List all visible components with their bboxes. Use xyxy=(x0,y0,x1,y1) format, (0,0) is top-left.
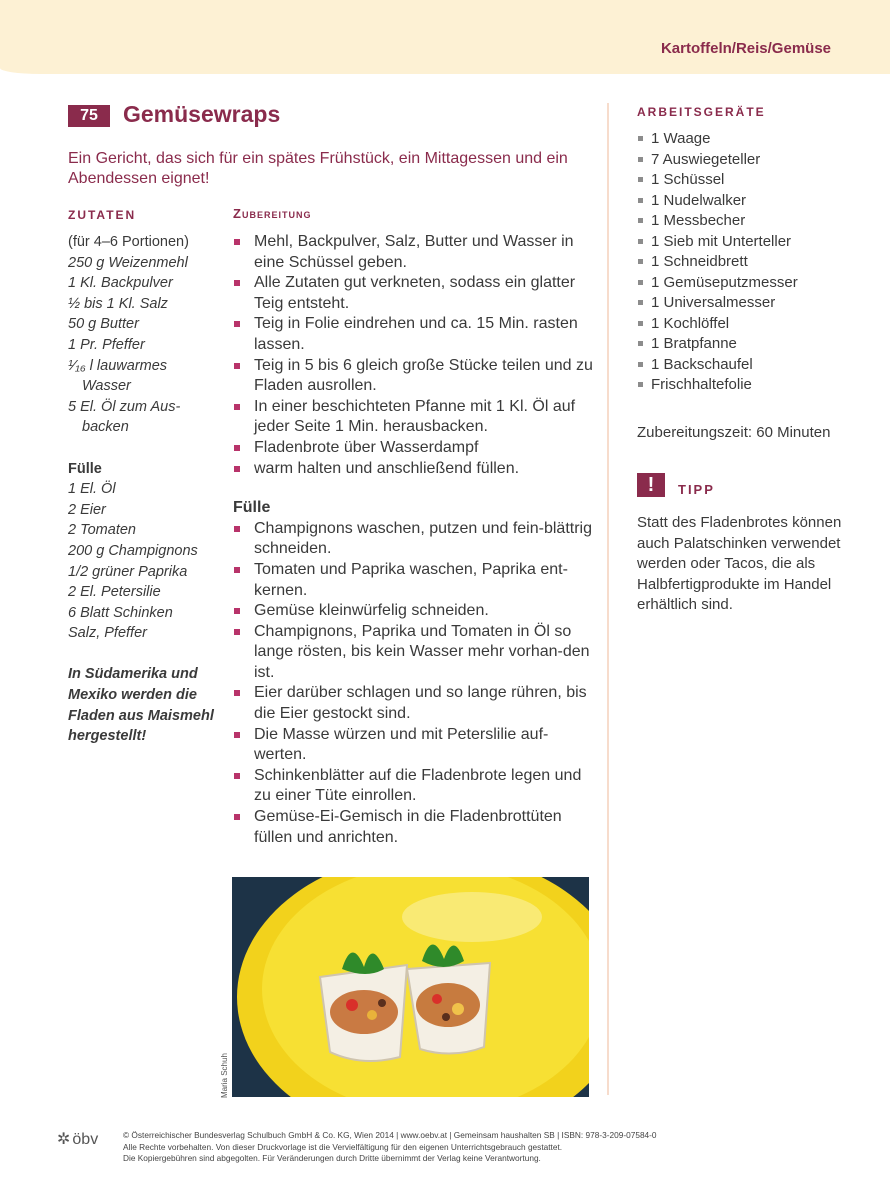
tool-item: 1 Bratpfanne xyxy=(637,334,798,355)
fuelle-steps-heading: Fülle xyxy=(233,499,271,517)
tool-item: 1 Kochlöffel xyxy=(637,314,798,335)
fuelle-item: 200 g Champignons xyxy=(68,542,198,559)
tools-heading: ARBEITSGERÄTE xyxy=(637,105,766,119)
note-line: In Südamerika und xyxy=(68,666,198,683)
fuelle-step: Die Masse würzen und mit Peterslilie auf-werten. xyxy=(233,725,598,766)
tool-item: 1 Backschaufel xyxy=(637,355,798,376)
ingredient-item: ½ bis 1 Kl. Salz xyxy=(68,295,168,312)
fuelle-heading: Fülle xyxy=(68,460,102,477)
recipe-number: 75 xyxy=(68,105,110,127)
fuelle-step: Gemüse kleinwürfelig schneiden. xyxy=(233,601,598,622)
fuelle-item: 1/2 grüner Paprika xyxy=(68,563,188,580)
tool-item: 1 Gemüseputzmesser xyxy=(637,273,798,294)
food-photo xyxy=(232,877,589,1097)
fuelle-item: 2 Tomaten xyxy=(68,522,136,539)
preparation-time: Zubereitungszeit: 60 Minuten xyxy=(637,424,831,441)
step-item: warm halten und anschließend füllen. xyxy=(233,459,598,480)
step-item: Teig in 5 bis 6 gleich große Stücke teilen und zu Fladen ausrollen. xyxy=(233,356,598,397)
ingredient-item: Wasser xyxy=(82,378,131,395)
wraps-illustration xyxy=(232,877,589,1097)
fuelle-step: Schinkenblätter auf die Fladenbrote legen und zu einer Tüte einrollen. xyxy=(233,766,598,807)
tool-item: 1 Nudelwalker xyxy=(637,191,798,212)
step-item: Teig in Folie eindrehen und ca. 15 Min. rasten lassen. xyxy=(233,314,598,355)
fuelle-step: Tomaten und Paprika waschen, Paprika ent-kernen. xyxy=(233,560,598,601)
fuelle-item: Salz, Pfeffer xyxy=(68,625,147,642)
note-line: hergestellt! xyxy=(68,728,147,745)
note-line: Mexiko werden die xyxy=(68,687,197,704)
ingredient-item: backen xyxy=(82,419,129,436)
ingredient-item: 50 g Butter xyxy=(68,316,139,333)
ingredients-list xyxy=(68,232,228,747)
step-item: Fladenbrote über Wasserdampf xyxy=(233,438,598,459)
exclamation-icon: ! xyxy=(637,473,665,497)
chapter-title: Kartoffeln/Reis/Gemüse xyxy=(660,40,831,57)
ingredient-item: ¹⁄₁₆ l lauwarmes xyxy=(68,357,168,374)
recipe-title: Gemüsewraps xyxy=(123,101,281,127)
fuelle-step: Gemüse-Ei-Gemisch in die Fladenbrottüten füllen und anrichten. xyxy=(233,807,598,848)
fuelle-item: 2 Eier xyxy=(68,501,106,518)
preparation-heading: Zubereitung xyxy=(233,206,312,221)
ingredients-heading: ZUTATEN xyxy=(68,208,137,222)
ingredient-item: 1 Pr. Pfeffer xyxy=(68,336,145,353)
preparation-steps xyxy=(233,232,598,848)
ingredient-item: 5 El. Öl zum Aus- xyxy=(68,398,181,415)
fuelle-item: 1 El. Öl xyxy=(68,481,116,498)
tool-item: Frischhaltefolie xyxy=(637,375,798,396)
fuelle-step: Eier darüber schlagen und so lange rühren, bis die Eier gestockt sind. xyxy=(233,683,598,724)
flower-icon: ✲ xyxy=(57,1131,71,1148)
fuelle-step: Champignons waschen, putzen und fein-blättrig schneiden. xyxy=(233,519,598,560)
header-band xyxy=(0,0,890,74)
note-line: Fladen aus Maismehl xyxy=(68,707,214,724)
tool-item: 1 Schüssel xyxy=(637,170,798,191)
fuelle-item: 6 Blatt Schinken xyxy=(68,604,173,621)
tool-item: 1 Sieb mit Unterteller xyxy=(637,232,798,253)
tip-text: Statt des Fladenbrotes können auch Palatschinken verwendet werden oder Tacos, die als Halbfertigprodukte im Handel erhältlich sind. xyxy=(637,514,842,613)
copyright-footer: © Österreichischer Bundesverlag Schulbuch GmbH & Co. KG, Wien 2014 | www.oebv.at | Gemeinsam haushalten SB | ISBN: 978-3-209-07584-0 Alle Rechte vorbehalten. Von dieser Druckvorlage ist die Vervielfältigung für den eigenen Unterrichtsgebrauch gestattet. Die Kopiergebühren sind abgegolten. Für Veränderungen durch Dritte übernimmt der Verlag keine Verantwortung. xyxy=(123,1130,657,1163)
tool-item: 1 Universalmesser xyxy=(637,293,798,314)
fuelle-step: Champignons, Paprika und Tomaten in Öl so lange rösten, bis kein Wasser mehr vorhan-den ist. xyxy=(233,622,598,684)
ingredient-item: 1 Kl. Backpulver xyxy=(68,275,173,292)
publisher-logo: ✲ öbv xyxy=(57,1131,99,1148)
fuelle-item: 2 El. Petersilie xyxy=(68,584,161,601)
recipe-subtitle: Ein Gericht, das sich für ein spätes Frühstück, ein Mittagessen und ein Abendessen eignet! xyxy=(68,150,568,187)
ingredient-item: 250 g Weizenmehl xyxy=(68,254,188,271)
tool-item: 1 Schneidbrett xyxy=(637,252,798,273)
step-item: Mehl, Backpulver, Salz, Butter und Wasser in eine Schüssel geben. xyxy=(233,232,598,273)
column-divider xyxy=(607,103,609,1095)
tool-item: 1 Messbecher xyxy=(637,211,798,232)
tip-label: TIPP xyxy=(678,482,715,497)
step-item: Alle Zutaten gut verkneten, sodass ein glatter Teig entsteht. xyxy=(233,273,598,314)
tool-item: 1 Waage xyxy=(637,129,798,150)
step-item: In einer beschichteten Pfanne mit 1 Kl. Öl auf jeder Seite 1 Min. herausbacken. xyxy=(233,397,598,438)
tool-item: 7 Auswiegeteller xyxy=(637,150,798,171)
photo-credit: Maria Schuh xyxy=(220,1053,229,1098)
tools-list xyxy=(637,129,798,396)
portions: (für 4–6 Portionen) xyxy=(68,234,189,250)
